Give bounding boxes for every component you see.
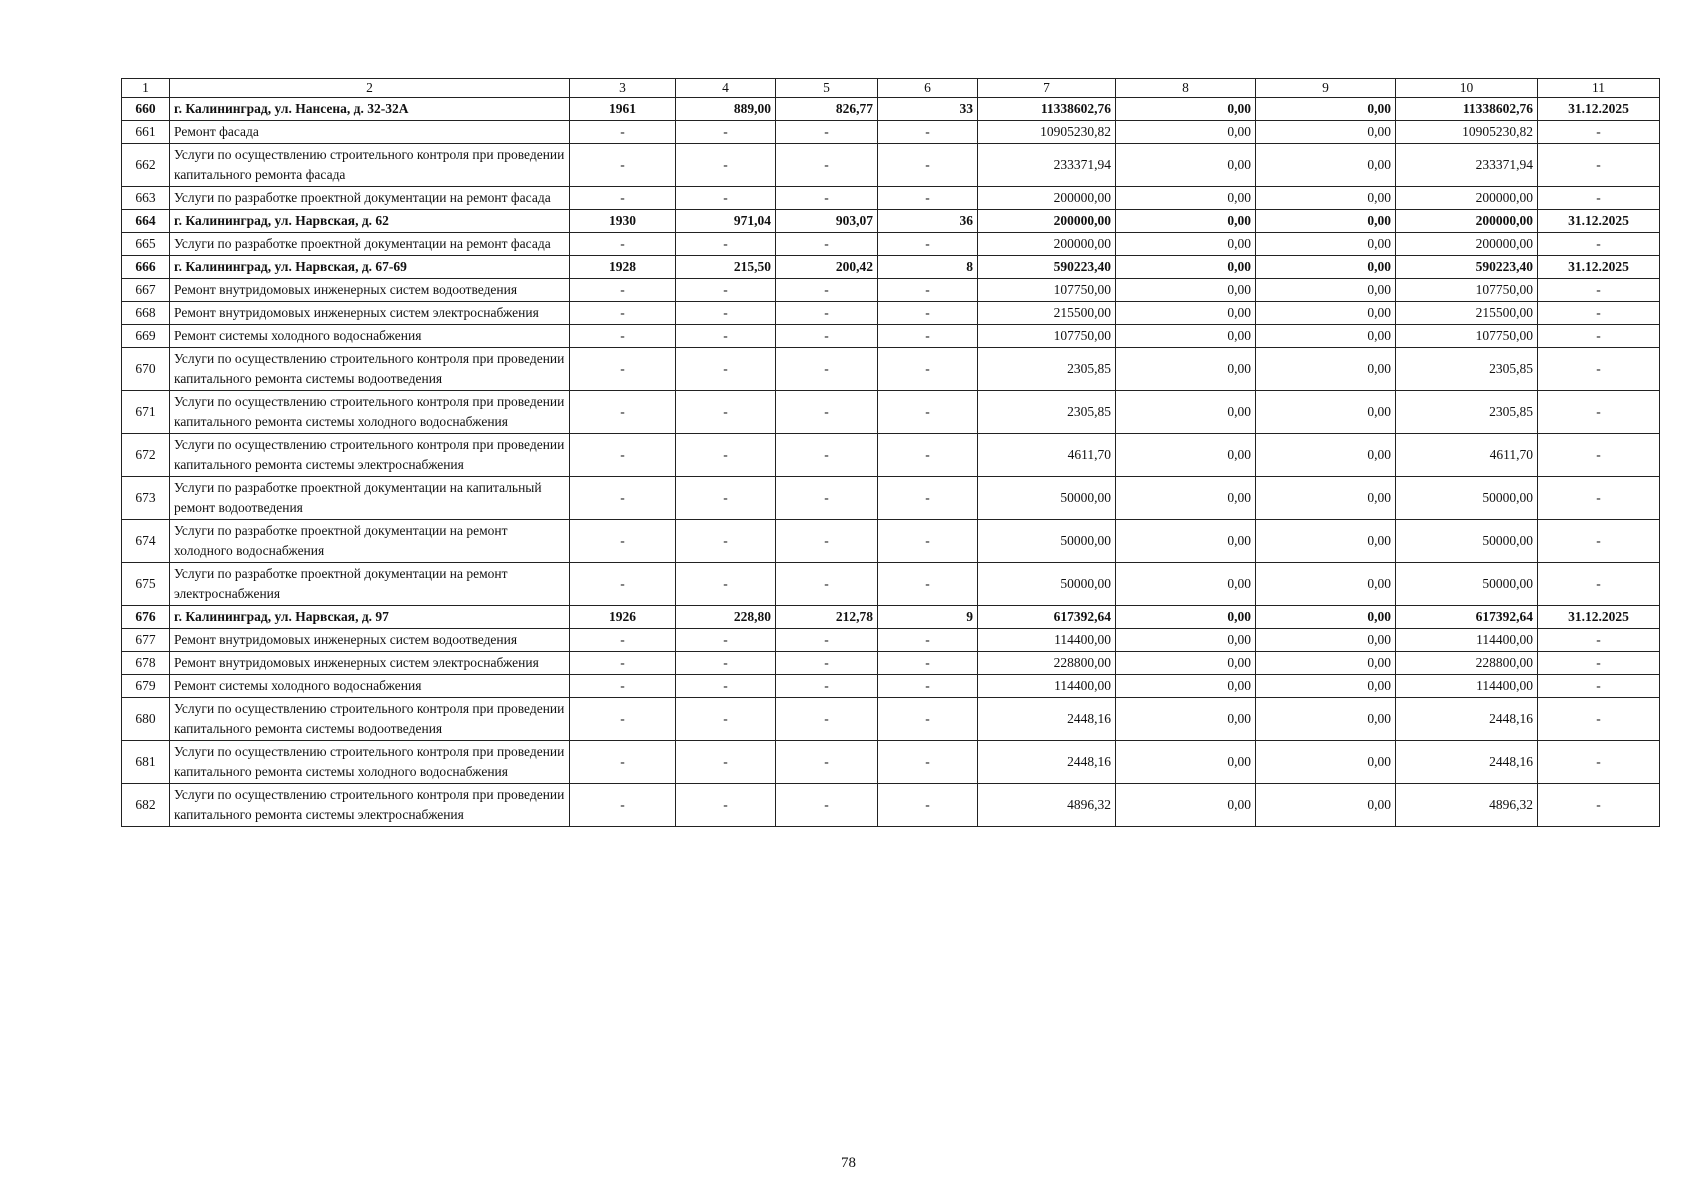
cell-col7: 215500,00 [978,302,1116,325]
cell-year: - [570,434,676,477]
cell-col5: - [776,302,878,325]
cell-col6: - [878,698,978,741]
cell-col6: 9 [878,606,978,629]
cell-date: - [1538,279,1660,302]
cell-col6: - [878,477,978,520]
cell-date: - [1538,784,1660,827]
work-item-row [122,652,1660,675]
cell-date: - [1538,520,1660,563]
row-name: Услуги по разработке проектной документации на ремонт холодного водоснабжения [170,520,570,563]
cell-year: 1961 [570,98,676,121]
cell-col4: 889,00 [676,98,776,121]
column-number: 11 [1538,79,1660,98]
cell-date: - [1538,741,1660,784]
cell-col4: - [676,629,776,652]
cell-date: - [1538,348,1660,391]
row-name: Ремонт системы холодного водоснабжения [170,325,570,348]
row-name: Ремонт фасада [170,121,570,144]
cell-year: - [570,302,676,325]
cell-col9: 0,00 [1256,741,1396,784]
cell-col9: 0,00 [1256,563,1396,606]
row-number: 663 [122,187,170,210]
cell-col6: - [878,784,978,827]
cell-col4: - [676,434,776,477]
work-item-row [122,784,1660,827]
cell-col8: 0,00 [1116,348,1256,391]
work-item-row [122,434,1660,477]
cell-col5: - [776,477,878,520]
cell-col6: - [878,121,978,144]
cell-col5: - [776,629,878,652]
cell-year: - [570,348,676,391]
column-number: 10 [1396,79,1538,98]
row-name: Услуги по разработке проектной документации на ремонт фасада [170,187,570,210]
row-number: 677 [122,629,170,652]
work-item-row [122,121,1660,144]
cell-col4: - [676,391,776,434]
cell-col7: 2305,85 [978,348,1116,391]
cell-col4: - [676,741,776,784]
cell-col9: 0,00 [1256,98,1396,121]
cell-col4: - [676,698,776,741]
cell-year: - [570,741,676,784]
row-number: 661 [122,121,170,144]
cell-col4: - [676,675,776,698]
page-number: 78 [841,1155,856,1171]
cell-col6: - [878,144,978,187]
cell-col9: 0,00 [1256,348,1396,391]
cell-col9: 0,00 [1256,675,1396,698]
cell-date: - [1538,391,1660,434]
address-row [122,606,1660,629]
row-number: 672 [122,434,170,477]
cell-col6: - [878,391,978,434]
table-body [122,79,1660,827]
row-name: Услуги по разработке проектной документации на капитальный ремонт водоотведения [170,477,570,520]
row-number: 664 [122,210,170,233]
work-item-row [122,741,1660,784]
row-number: 681 [122,741,170,784]
cell-col7: 107750,00 [978,325,1116,348]
cell-col9: 0,00 [1256,302,1396,325]
column-number: 1 [122,79,170,98]
cell-col10: 107750,00 [1396,279,1538,302]
cell-col9: 0,00 [1256,477,1396,520]
cell-col6: 36 [878,210,978,233]
cell-col4: - [676,233,776,256]
row-number: 660 [122,98,170,121]
cell-col10: 228800,00 [1396,652,1538,675]
cell-col7: 10905230,82 [978,121,1116,144]
work-item-row [122,675,1660,698]
cell-year: - [570,563,676,606]
cell-col5: - [776,698,878,741]
cell-col8: 0,00 [1116,477,1256,520]
cell-col10: 50000,00 [1396,477,1538,520]
cell-date: - [1538,675,1660,698]
cell-col7: 107750,00 [978,279,1116,302]
cell-col9: 0,00 [1256,520,1396,563]
work-item-row [122,629,1660,652]
cell-col9: 0,00 [1256,784,1396,827]
cell-col6: 8 [878,256,978,279]
cell-col10: 2305,85 [1396,348,1538,391]
cell-date: 31.12.2025 [1538,210,1660,233]
cell-col6: - [878,629,978,652]
cell-col10: 107750,00 [1396,325,1538,348]
cell-col7: 50000,00 [978,477,1116,520]
cell-year: 1926 [570,606,676,629]
cell-col10: 114400,00 [1396,675,1538,698]
work-item-row [122,477,1660,520]
cell-col5: - [776,784,878,827]
cell-col7: 2448,16 [978,741,1116,784]
row-number: 670 [122,348,170,391]
cell-col4: - [676,279,776,302]
cell-col5: - [776,652,878,675]
cell-col9: 0,00 [1256,210,1396,233]
cell-col7: 114400,00 [978,675,1116,698]
cell-col7: 590223,40 [978,256,1116,279]
cell-col8: 0,00 [1116,391,1256,434]
cell-col4: - [676,520,776,563]
cell-col8: 0,00 [1116,233,1256,256]
cell-col6: - [878,279,978,302]
cell-col9: 0,00 [1256,144,1396,187]
cell-col5: - [776,675,878,698]
cell-col8: 0,00 [1116,652,1256,675]
cell-col8: 0,00 [1116,675,1256,698]
cell-col6: - [878,563,978,606]
cell-col8: 0,00 [1116,629,1256,652]
work-item-row [122,698,1660,741]
cell-col8: 0,00 [1116,98,1256,121]
cell-col8: 0,00 [1116,256,1256,279]
cell-col9: 0,00 [1256,279,1396,302]
row-number: 674 [122,520,170,563]
cell-col8: 0,00 [1116,741,1256,784]
cell-col10: 2448,16 [1396,698,1538,741]
cell-col4: - [676,477,776,520]
cell-col6: - [878,233,978,256]
cell-year: - [570,784,676,827]
cell-year: - [570,233,676,256]
row-name: Услуги по осуществлению строительного контроля при проведении капитального ремонта системы водоотведения [170,698,570,741]
cell-col8: 0,00 [1116,187,1256,210]
cell-col10: 10905230,82 [1396,121,1538,144]
work-item-row [122,520,1660,563]
cell-col4: - [676,302,776,325]
cell-col6: - [878,302,978,325]
cell-date: - [1538,563,1660,606]
row-number: 682 [122,784,170,827]
cell-col10: 2305,85 [1396,391,1538,434]
cell-col7: 50000,00 [978,563,1116,606]
cell-col6: - [878,348,978,391]
cell-col8: 0,00 [1116,563,1256,606]
cell-year: - [570,391,676,434]
cell-year: - [570,121,676,144]
cell-col7: 200000,00 [978,233,1116,256]
cell-date: - [1538,121,1660,144]
cell-col10: 617392,64 [1396,606,1538,629]
row-name: г. Калининград, ул. Нансена, д. 32-32А [170,98,570,121]
cell-year: - [570,144,676,187]
cell-col7: 4896,32 [978,784,1116,827]
work-item-row [122,391,1660,434]
cell-date: - [1538,302,1660,325]
cell-col10: 4611,70 [1396,434,1538,477]
row-name: г. Калининград, ул. Нарвская, д. 97 [170,606,570,629]
column-number-row [122,79,1660,98]
cell-date: - [1538,434,1660,477]
cell-col6: - [878,520,978,563]
cell-col5: - [776,121,878,144]
cell-col7: 4611,70 [978,434,1116,477]
cell-col5: - [776,144,878,187]
column-number: 2 [170,79,570,98]
cell-col10: 590223,40 [1396,256,1538,279]
row-number: 667 [122,279,170,302]
row-name: Ремонт внутридомовых инженерных систем электроснабжения [170,652,570,675]
cell-col4: - [676,187,776,210]
cell-col6: - [878,675,978,698]
cell-col10: 200000,00 [1396,233,1538,256]
row-name: Ремонт внутридомовых инженерных систем водоотведения [170,279,570,302]
cell-col5: - [776,741,878,784]
cell-col9: 0,00 [1256,606,1396,629]
address-row [122,98,1660,121]
cell-col10: 114400,00 [1396,629,1538,652]
cell-col9: 0,00 [1256,629,1396,652]
cell-date: - [1538,325,1660,348]
cell-col10: 4896,32 [1396,784,1538,827]
cell-col4: 215,50 [676,256,776,279]
cell-year: - [570,477,676,520]
cell-col6: - [878,187,978,210]
cell-col6: 33 [878,98,978,121]
row-name: Услуги по осуществлению строительного контроля при проведении капитального ремонта системы водоотведения [170,348,570,391]
row-number: 668 [122,302,170,325]
cell-col9: 0,00 [1256,187,1396,210]
row-name: Услуги по разработке проектной документации на ремонт электроснабжения [170,563,570,606]
cell-col5: 212,78 [776,606,878,629]
cell-col7: 228800,00 [978,652,1116,675]
cell-col5: 826,77 [776,98,878,121]
work-item-row [122,233,1660,256]
cell-col10: 50000,00 [1396,520,1538,563]
row-name: Ремонт внутридомовых инженерных систем водоотведения [170,629,570,652]
cell-col6: - [878,325,978,348]
cell-date: - [1538,629,1660,652]
cell-col10: 233371,94 [1396,144,1538,187]
column-number: 4 [676,79,776,98]
work-item-row [122,563,1660,606]
cell-col5: - [776,279,878,302]
cell-col8: 0,00 [1116,279,1256,302]
cell-year: - [570,652,676,675]
cell-col7: 50000,00 [978,520,1116,563]
cell-col4: 228,80 [676,606,776,629]
cell-col5: - [776,391,878,434]
cell-col8: 0,00 [1116,698,1256,741]
cell-col9: 0,00 [1256,391,1396,434]
cell-col5: - [776,563,878,606]
cell-col5: - [776,434,878,477]
cell-col5: - [776,187,878,210]
work-item-row [122,302,1660,325]
row-name: Услуги по осуществлению строительного контроля при проведении капитального ремонта фасада [170,144,570,187]
cell-col5: - [776,348,878,391]
work-item-row [122,144,1660,187]
cell-col10: 215500,00 [1396,302,1538,325]
cell-date: - [1538,233,1660,256]
cell-year: - [570,675,676,698]
cell-col9: 0,00 [1256,256,1396,279]
row-name: Услуги по разработке проектной документации на ремонт фасада [170,233,570,256]
cell-col9: 0,00 [1256,434,1396,477]
row-number: 680 [122,698,170,741]
cell-col5: 200,42 [776,256,878,279]
cell-col10: 2448,16 [1396,741,1538,784]
column-number: 3 [570,79,676,98]
row-number: 671 [122,391,170,434]
cell-col10: 200000,00 [1396,187,1538,210]
cell-col8: 0,00 [1116,210,1256,233]
cell-col5: - [776,233,878,256]
cell-col8: 0,00 [1116,434,1256,477]
row-number: 676 [122,606,170,629]
cell-col7: 200000,00 [978,210,1116,233]
column-number: 8 [1116,79,1256,98]
address-row [122,210,1660,233]
cell-col4: 971,04 [676,210,776,233]
cell-date: - [1538,477,1660,520]
cell-col4: - [676,121,776,144]
cell-col4: - [676,652,776,675]
row-number: 679 [122,675,170,698]
cell-col6: - [878,741,978,784]
row-number: 662 [122,144,170,187]
cell-col10: 200000,00 [1396,210,1538,233]
cell-year: - [570,279,676,302]
cell-col7: 233371,94 [978,144,1116,187]
cell-col9: 0,00 [1256,121,1396,144]
row-name: г. Калининград, ул. Нарвская, д. 62 [170,210,570,233]
cell-year: - [570,520,676,563]
cell-date: 31.12.2025 [1538,606,1660,629]
cell-col9: 0,00 [1256,325,1396,348]
capital-repair-table [121,78,1660,827]
row-name: г. Калининград, ул. Нарвская, д. 67-69 [170,256,570,279]
cell-col7: 617392,64 [978,606,1116,629]
cell-year: - [570,187,676,210]
column-number: 6 [878,79,978,98]
row-number: 678 [122,652,170,675]
cell-col6: - [878,434,978,477]
cell-date: - [1538,698,1660,741]
cell-col10: 50000,00 [1396,563,1538,606]
cell-col4: - [676,144,776,187]
cell-year: 1930 [570,210,676,233]
cell-date: - [1538,187,1660,210]
row-number: 673 [122,477,170,520]
row-number: 665 [122,233,170,256]
cell-col4: - [676,348,776,391]
cell-col5: - [776,520,878,563]
cell-year: - [570,325,676,348]
column-number: 7 [978,79,1116,98]
column-number: 9 [1256,79,1396,98]
cell-col4: - [676,325,776,348]
cell-year: 1928 [570,256,676,279]
cell-col5: 903,07 [776,210,878,233]
cell-date: - [1538,652,1660,675]
row-number: 675 [122,563,170,606]
cell-col7: 11338602,76 [978,98,1116,121]
cell-col9: 0,00 [1256,652,1396,675]
cell-date: - [1538,144,1660,187]
cell-year: - [570,629,676,652]
cell-col8: 0,00 [1116,606,1256,629]
cell-year: - [570,698,676,741]
row-name: Услуги по осуществлению строительного контроля при проведении капитального ремонта системы электроснабжения [170,784,570,827]
work-item-row [122,279,1660,302]
cell-col7: 114400,00 [978,629,1116,652]
column-number: 5 [776,79,878,98]
row-number: 669 [122,325,170,348]
cell-col9: 0,00 [1256,233,1396,256]
work-item-row [122,348,1660,391]
cell-col7: 200000,00 [978,187,1116,210]
cell-col8: 0,00 [1116,520,1256,563]
row-name: Услуги по осуществлению строительного контроля при проведении капитального ремонта системы электроснабжения [170,434,570,477]
cell-col7: 2448,16 [978,698,1116,741]
cell-col10: 11338602,76 [1396,98,1538,121]
cell-col4: - [676,784,776,827]
row-name: Ремонт внутридомовых инженерных систем электроснабжения [170,302,570,325]
row-name: Услуги по осуществлению строительного контроля при проведении капитального ремонта системы холодного водоснабжения [170,741,570,784]
cell-col9: 0,00 [1256,698,1396,741]
work-item-row [122,187,1660,210]
row-number: 666 [122,256,170,279]
row-name: Услуги по осуществлению строительного контроля при проведении капитального ремонта системы холодного водоснабжения [170,391,570,434]
cell-date: 31.12.2025 [1538,98,1660,121]
cell-col6: - [878,652,978,675]
cell-col8: 0,00 [1116,144,1256,187]
row-name: Ремонт системы холодного водоснабжения [170,675,570,698]
cell-col7: 2305,85 [978,391,1116,434]
cell-col8: 0,00 [1116,121,1256,144]
cell-col8: 0,00 [1116,325,1256,348]
cell-col4: - [676,563,776,606]
cell-col8: 0,00 [1116,302,1256,325]
cell-col5: - [776,325,878,348]
address-row [122,256,1660,279]
cell-date: 31.12.2025 [1538,256,1660,279]
work-item-row [122,325,1660,348]
cell-col8: 0,00 [1116,784,1256,827]
